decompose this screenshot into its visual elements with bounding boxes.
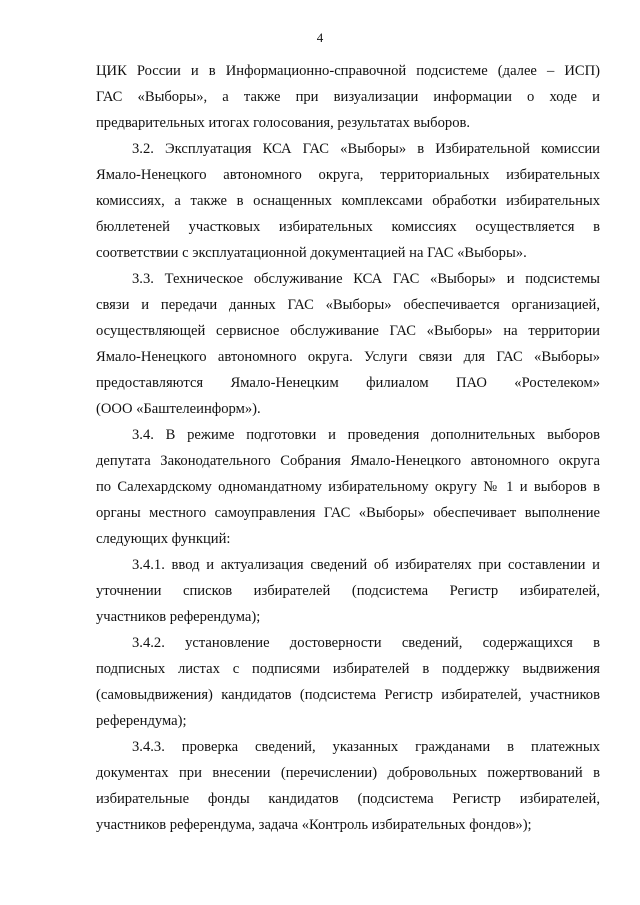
text-line: предварительных итогах голосования, результатах выборов. xyxy=(96,115,471,131)
text-line: депутата Законодательного Собрания Ямало-Ненецкого автономного округа xyxy=(96,453,600,469)
text-line: (самовыдвижения) кандидатов (подсистема Регистр избирателей, участников xyxy=(96,687,600,703)
text-line: связи и передачи данных ГАС «Выборы» обеспечивается организацией, xyxy=(96,297,600,313)
text-line: следующих функций: xyxy=(96,531,231,547)
text-line: предоставляются Ямало-Ненецким филиалом ПАО «Ростелеком» xyxy=(96,375,600,391)
text-line: Ямало-Ненецкого автономного округа. Услуги связи для ГАС «Выборы» xyxy=(96,349,600,365)
item-3-4-3-start: 3.4.3. проверка сведений, указанных гражданами в платежных xyxy=(132,739,600,755)
paragraph-3-4-start: 3.4. В режиме подготовки и проведения дополнительных выборов xyxy=(132,427,600,443)
text-line: подписных листах с подписями избирателей в поддержку выдвижения xyxy=(96,661,600,677)
text-line: Ямало-Ненецкого автономного округа, территориальных избирательных xyxy=(96,167,600,183)
text-line: органы местного самоуправления ГАС «Выборы» обеспечивает выполнение xyxy=(96,505,600,521)
text-line: документах при внесении (перечислении) добровольных пожертвований в xyxy=(96,765,600,781)
item-3-4-1-start: 3.4.1. ввод и актуализация сведений об избирателях при составлении и xyxy=(132,557,600,573)
text-line: (ООО «Баштелеинформ»). xyxy=(96,401,261,417)
paragraph-3-3-start: 3.3. Техническое обслуживание КСА ГАС «Выборы» и подсистемы xyxy=(132,271,600,287)
text-line: избирательные фонды кандидатов (подсистема Регистр избирателей, xyxy=(96,791,600,807)
page-number: 4 xyxy=(316,30,324,45)
text-line: уточнении списков избирателей (подсистема Регистр избирателей, xyxy=(96,583,600,599)
text-line: комиссиях, а также в оснащенных комплексами обработки избирательных xyxy=(96,193,600,209)
text-line: участников референдума); xyxy=(96,609,261,625)
text-line: соответствии с эксплуатационной документацией на ГАС «Выборы». xyxy=(96,245,527,261)
text-line: осуществляющей сервисное обслуживание ГАС «Выборы» на территории xyxy=(96,323,600,339)
text-line: участников референдума, задача «Контроль избирательных фондов»); xyxy=(96,817,532,833)
text-line: бюллетеней участковых избирательных комиссиях осуществляется в xyxy=(96,219,600,235)
text-line: референдума); xyxy=(96,713,187,729)
text-line: ЦИК России и в Информационно-справочной подсистеме (далее – ИСП) xyxy=(96,63,600,79)
paragraph-3-2-start: 3.2. Эксплуатация КСА ГАС «Выборы» в Избирательной комиссии xyxy=(132,141,600,157)
text-line: ГАС «Выборы», а также при визуализации информации о ходе и xyxy=(96,89,600,105)
item-3-4-2-start: 3.4.2. установление достоверности сведений, содержащихся в xyxy=(132,635,600,651)
text-line: по Салехардскому одномандатному избирательному округу № 1 и выборов в xyxy=(96,479,600,495)
